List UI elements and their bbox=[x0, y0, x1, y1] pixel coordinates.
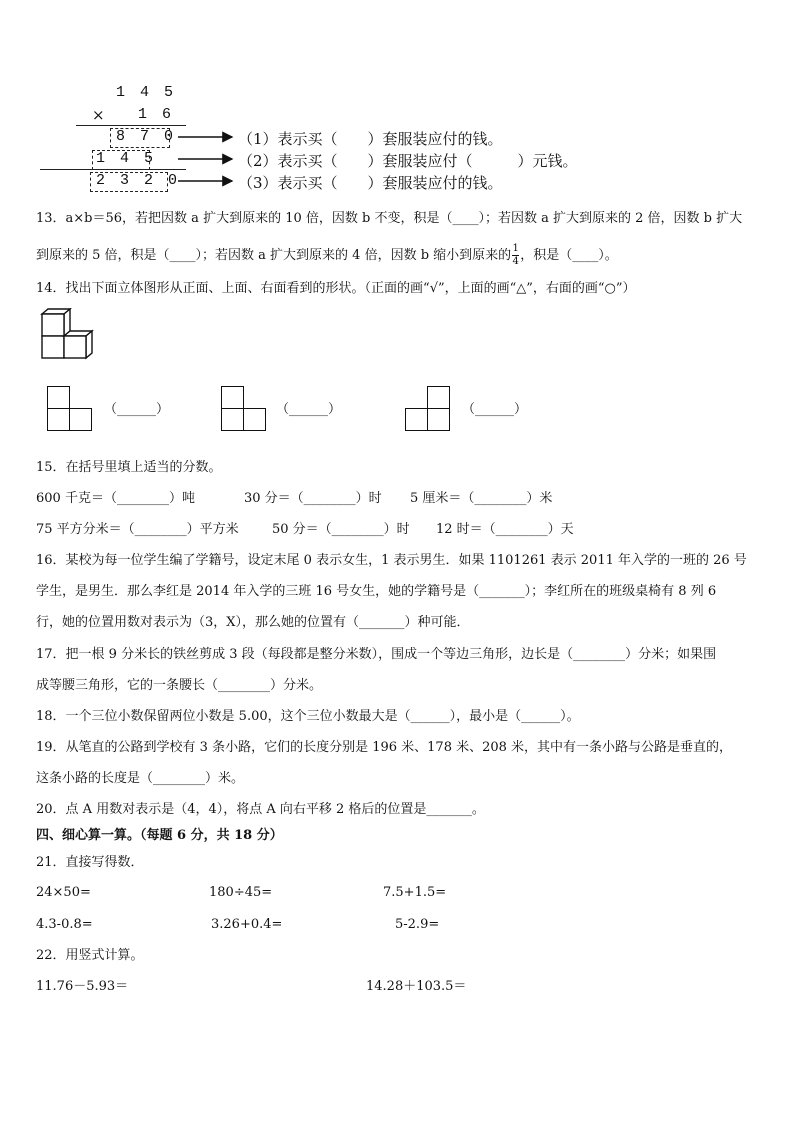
fraction-one-quarter: $\frac{1}{4}$ bbox=[512, 243, 519, 267]
q16-line2: 学生，是男生．那么李红是 2014 年入学的三班 16 号女生，她的学籍号是（_______）；李红所在的班级桌椅有 8 列 6 bbox=[36, 584, 717, 599]
arrows bbox=[176, 128, 238, 192]
q21-e: 3.26+0.4= bbox=[211, 917, 283, 932]
q21-c: 7.5+1.5= bbox=[383, 885, 447, 900]
q19-line2: 这条小路的长度是（________）米。 bbox=[36, 771, 245, 786]
q14-blank-1: （______） bbox=[104, 402, 170, 417]
q15-r1c1: 600 千克＝（________）吨 bbox=[36, 491, 195, 506]
q21-a: 24×50= bbox=[36, 885, 91, 900]
q22-a: 11.76－5.93＝ bbox=[36, 979, 129, 994]
q15-text: 15．在括号里填上适当的分数。 bbox=[36, 460, 222, 475]
q21-f: 5-2.9= bbox=[395, 917, 440, 932]
times-sign: × bbox=[92, 106, 105, 124]
q15-r2c1: 75 平方分米＝（________）平方米 bbox=[36, 522, 239, 537]
q13-line2a: 到原来的 5 倍，积是（____）；若因数 a 扩大到原来的 4 倍，因数 b 缩小到原来的 bbox=[36, 248, 512, 263]
section-4-title: 四、细心算一算。（每题 6 分，共 18 分） bbox=[36, 828, 283, 843]
q18-text: 18．一个三位小数保留两位小数是 5.00，这个三位小数最大是（______），最小是（______）。 bbox=[36, 709, 580, 724]
q21-text: 21．直接写得数． bbox=[36, 855, 144, 870]
multiplier: 1 6 bbox=[138, 106, 175, 123]
q21-d: 4.3-0.8= bbox=[36, 917, 93, 932]
multiplicand: 1 4 5 bbox=[116, 84, 177, 101]
product-line bbox=[76, 125, 186, 126]
annotation-3: （3）表示买（ ）套服装应付的钱。 bbox=[238, 174, 503, 192]
result-digits: 2 3 2 0 bbox=[96, 172, 181, 189]
partial-product-1: 8 7 0 bbox=[116, 128, 177, 145]
q17-line1: 17．把一根 9 分米长的铁丝剪成 3 段（每段都是整分米数），围成一个等边三角形，边长是（________）分米；如果围 bbox=[36, 647, 717, 662]
q17-line2: 成等腰三角形，它的一条腰长（________）分米。 bbox=[36, 678, 323, 693]
q13-line2 bbox=[36, 244, 618, 267]
q14-blank-3: （______） bbox=[462, 402, 528, 417]
q16-line3: 行，她的位置用数对表示为（3，X），那么她的位置有（_______）种可能． bbox=[36, 615, 470, 630]
sum-line bbox=[40, 169, 186, 170]
q15-r1c2: 30 分＝（________）时 bbox=[244, 491, 382, 506]
q13-line1: 13．a×b＝56，若把因数 a 扩大到原来的 10 倍，因数 b 不变，积是（____）；若因数 a 扩大到原来的 2 倍，因数 b 扩大 bbox=[36, 211, 743, 226]
annotation-2: （2）表示买（ ）套服装应付（ ）元钱。 bbox=[238, 152, 578, 170]
q15-r1c3: 5 厘米＝（________）米 bbox=[410, 491, 553, 506]
q22-b: 14.28＋103.5＝ bbox=[366, 979, 467, 994]
q19-line1: 19．从笔直的公路到学校有 3 条小路，它们的长度分别是 196 米、178 米、208 米，其中有一条小路与公路是垂直的， bbox=[36, 740, 733, 755]
q21-b: 180÷45= bbox=[209, 885, 273, 900]
annotation-1: （1）表示买（ ）套服装应付的钱。 bbox=[238, 130, 503, 148]
q22-text: 22．用竖式计算。 bbox=[36, 948, 144, 963]
q13-line2b: ，积是（____）。 bbox=[520, 248, 618, 263]
q14-blank-2: （______） bbox=[276, 402, 342, 417]
q16-line1: 16．某校为每一位学生编了学籍号，设定末尾 0 表示女生，1 表示男生．如果 1101261 表示 2011 年入学的一班的 26 号 bbox=[36, 553, 747, 568]
partial-product-2: 1 4 5 bbox=[96, 150, 157, 167]
q15-r2c3: 12 时＝（________）天 bbox=[436, 522, 574, 537]
q20-text: 20．点 A 用数对表示是（4，4），将点 A 向右平移 2 格后的位置是_______。 bbox=[36, 802, 485, 817]
cube-solid-figure bbox=[38, 308, 100, 364]
q14-text: 14．找出下面立体图形从正面、上面、右面看到的形状。（正面的画“√”，上面的画“△”，右面的画“○”） bbox=[36, 281, 636, 296]
q15-r2c2: 50 分＝（________）时 bbox=[272, 522, 410, 537]
